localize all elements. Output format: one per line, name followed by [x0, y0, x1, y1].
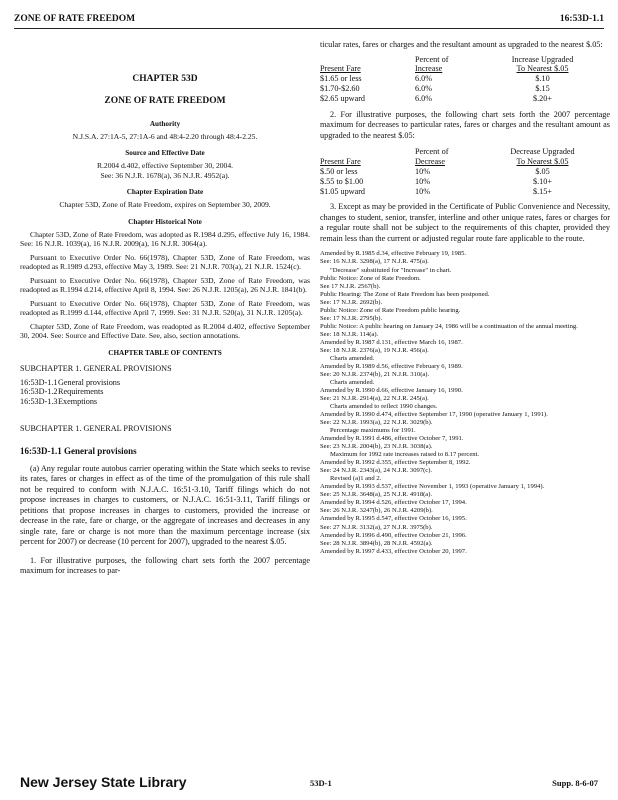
history-line: Public Notice: Zone of Rate Freedom. [320, 274, 421, 282]
left-column [20, 40, 310, 583]
history-line: See: 22 N.J.R. 1993(a), 22 N.J.R. 3029(b). [320, 419, 433, 427]
table-cell: 6.0% [415, 84, 433, 94]
col-header: Present Fare [320, 64, 361, 74]
paragraph-3: 3. Except as may be provided in the Certificate of Public Convenience and Necessity, changes to student, senior, transfer, interline and other unique rates, fares or charges for a regular route shall not be subject to the requirements of this chapter, provided they remain less than the current or adjusted regular route fare applicable to the route. [320, 202, 610, 243]
history-line: See: 16 N.J.R. 3298(a), 17 N.J.R. 475(a). [320, 258, 429, 266]
chapter-number: CHAPTER 53D [132, 74, 198, 84]
historical-note-paragraph: Pursuant to Executive Order No. 66(1978), Chapter 53D, Zone of Rate Freedom, was readopted as R.1989 d.293, effective May 3, 1989. See: 21 N.J.R. 703(a), 21 N.J.R. 1524(c). [20, 252, 310, 272]
table-cell: 10% [415, 186, 431, 196]
table-cell: $.15 [535, 84, 550, 94]
page-footer [20, 774, 598, 794]
history-line: Amended by R.1989 d.56, effective February 6, 1989. [320, 362, 463, 370]
source-line-1: R.2004 d.402, effective September 30, 2004. [96, 161, 234, 171]
history-line: See: 21 N.J.R. 2914(a), 22 N.J.R. 245(a). [320, 395, 429, 402]
supplement-date: Supp. 8-6-07 [552, 778, 598, 788]
header-section-number: 16:53D-1.1 [559, 14, 604, 24]
history-line: Amended by R.1992 d.355, effective September 8, 1992. [320, 459, 471, 467]
table-cell: $1.05 upward [320, 186, 366, 196]
table-cell: 6.0% [415, 74, 433, 84]
history-line: Amended by R.1991 d.486, effective October 7, 1991. [320, 435, 464, 443]
col-header: Decrease [415, 157, 445, 167]
history-line: Revised (a)1 and 2. [330, 475, 382, 483]
history-line: See: 28 N.J.R. 3894(b), 28 N.J.R. 4592(a). [320, 539, 433, 547]
history-line: See: 17 N.J.R. 2795(b). [320, 314, 383, 322]
history-line: Public Hearing: The Zone of Rate Freedom has been postponed. [320, 290, 490, 298]
history-line: Amended by R.1997 d.433, effective October 20, 1997. [320, 547, 467, 555]
col-header: Percent of [415, 54, 449, 64]
toc-subchapter: SUBCHAPTER 1. GENERAL PROVISIONS [20, 363, 172, 373]
toc-number: 16:53D-1.3 [20, 396, 58, 406]
table-of-contents-heading: CHAPTER TABLE OF CONTENTS [108, 348, 222, 357]
history-line: Amended by R.1985 d.34, effective February 19, 1985. [320, 250, 467, 258]
table-cell: $2.65 upward [320, 93, 366, 103]
table-cell: $.55 to $1.00 [320, 176, 364, 186]
toc-entry[interactable] [20, 397, 310, 406]
toc-entry[interactable] [20, 378, 310, 387]
history-line: Charts amended to reflect 1990 changes. [330, 403, 438, 411]
table-cell: $.15+ [533, 186, 552, 196]
expiration-text: Chapter 53D, Zone of Rate Freedom, expires on September 30, 2009. [59, 200, 271, 210]
running-header [14, 12, 604, 29]
right-column [320, 40, 610, 556]
history-line: Public Notice: A public hearing on January 24, 1986 will be a continuation of the annual meeting. [320, 322, 578, 330]
history-line: See: 18 N.J.R. 2376(a), 19 N.J.R. 456(a). [320, 346, 429, 354]
library-name: New Jersey State Library [20, 774, 187, 790]
historical-note-paragraph: Pursuant to Executive Order No. 66(1978), Chapter 53D, Zone of Rate Freedom, was readopted as R.1999 d.144, effective April 7, 1999. See: 31 N.J.R. 520(a), 31 N.J.R. 1205(a). [20, 298, 310, 318]
table-row [320, 177, 590, 187]
col-header: Present Fare [320, 157, 361, 167]
history-line: Public Notice: Zone of Rate Freedom public hearing. [320, 306, 461, 314]
history-line: Maximum for 1992 rate increases raised to 8.17 percent. [330, 451, 480, 459]
header-title: ZONE OF RATE FREEDOM [14, 14, 136, 24]
toc-title: General provisions [58, 377, 121, 387]
toc-number: 16:53D-1.2 [20, 387, 58, 397]
historical-note-paragraph: Chapter 53D, Zone of Rate Freedom, was readopted as R.2004 d.402, effective September 30, 2004. See: Source and Effective Date. See, also, section annotations. [20, 321, 310, 341]
history-line: Amended by R.1990 d.66, effective January 16, 1990. [320, 386, 463, 394]
history-line: Amended by R.1996 d.490, effective October 21, 1996. [320, 531, 467, 539]
authority-heading: Authority [149, 119, 181, 128]
table-cell: 6.0% [415, 93, 433, 103]
history-line: Amended by R.1990 d.474, effective September 17, 1990 (operative January 1, 1991). [320, 411, 548, 419]
history-line: See 17 N.J.R. 2567(b). [320, 282, 381, 290]
historical-note-heading: Chapter Historical Note [128, 217, 202, 226]
authority-text: N.J.S.A. 27:1A-5, 27:1A-6 and 48:4-2.20 through 48:4-2.25. [72, 131, 258, 141]
history-line: See: 17 N.J.R. 2692(b). [320, 298, 383, 306]
table-cell: $.05 [535, 166, 550, 176]
history-line: See: 25 N.J.R. 3648(a), 25 N.J.R. 4918(a). [320, 491, 433, 499]
paragraph-1-start: 1. For illustrative purposes, the following chart sets forth the 2007 percentage maximum for increases to par- [20, 555, 310, 576]
col-header: To Nearest $.05 [516, 157, 569, 167]
subchapter-heading: SUBCHAPTER 1. GENERAL PROVISIONS [20, 424, 172, 434]
table-cell: $.50 or less [320, 166, 358, 176]
chapter-title: ZONE OF RATE FREEDOM [104, 95, 226, 106]
history-line: See: 20 N.J.R. 2374(b), 21 N.J.R. 310(a). [320, 370, 430, 378]
table-cell: $1.70-$2.60 [320, 84, 360, 94]
col-header: Decrease Upgraded [510, 147, 575, 157]
toc-title: Exemptions [58, 396, 98, 406]
table-row [320, 167, 590, 177]
table-cell: $.10 [535, 74, 550, 84]
history-line: See: 27 N.J.R. 3132(a), 27 N.J.R. 3975(b). [320, 523, 433, 531]
history-line: Amended by R.1995 d.547, effective October 16, 1995. [320, 515, 467, 523]
history-line: See: 18 N.J.R. 114(a). [320, 330, 379, 338]
decrease-chart [320, 147, 590, 196]
table-cell: 10% [415, 176, 431, 186]
toc-number: 16:53D-1.1 [20, 377, 58, 387]
section-title: 16:53D-1.1 General provisions [20, 446, 137, 457]
history-line: Amended by R.1994 d.526, effective October 17, 1994. [320, 499, 467, 507]
paragraph-a: (a) Any regular route autobus carrier operating within the State which seeks to revise its rates, fares or charges in effect as of the time of the promulgation of this rule shall not be required to conform with N.J.A.C. 16:51-3.10, Tariff filings which do not propose increases in charges to customers, or N.J.A.C. 16:51-3.11, Tariff filings or petitions that propose increases in charges to customers, provided the increase or decrease in the rate, fare or charge, or the aggregate of increases and decreases in any single rate, fare or charge is not more than the maximum percentage increase (six percent for 2007) or decrease (10 percent for 2007), upgraded to the nearest $.05. [20, 463, 310, 547]
expiration-heading: Chapter Expiration Date [126, 188, 204, 197]
table-row [320, 74, 590, 84]
historical-note-paragraph: Pursuant to Executive Order No. 66(1978), Chapter 53D, Zone of Rate Freedom, was readopted as R.1994 d.214, effective April 8, 1994. See: 26 N.J.R. 1205(a), 26 N.J.R. 1841(b). [20, 275, 310, 295]
history-line: Percentage maximums for 1991. [330, 427, 416, 435]
toc-title: Requirements [58, 387, 104, 397]
increase-chart [320, 55, 590, 104]
table-cell: $.10+ [533, 176, 552, 186]
table-cell: $1.65 or less [320, 74, 362, 84]
history-line: Charts amended. [330, 354, 375, 362]
table-row [320, 94, 590, 104]
history-line: See: 23 N.J.R. 2004(b), 23 N.J.R. 3038(a). [320, 443, 433, 451]
col-header: Increase [415, 64, 443, 74]
toc-entry[interactable] [20, 387, 310, 396]
source-heading: Source and Effective Date [125, 149, 205, 158]
table-cell: $.20+ [533, 93, 552, 103]
col-header: Increase Upgraded [511, 54, 574, 64]
history-line: Charts amended. [330, 378, 375, 386]
historical-note-paragraph: Chapter 53D, Zone of Rate Freedom, was adopted as R.1984 d.295, effective July 16, 1984. See: 16 N.J.R. 1039(a), 16 N.J.R. 2009(a), 16 N.J.R. 3064(a). [20, 229, 310, 249]
table-row [320, 187, 590, 197]
page-number: 53D-1 [310, 778, 332, 788]
paragraph-1-continued: ticular rates, fares or charges and the resultant amount as upgraded to the nearest $.05: [320, 40, 603, 49]
history-line: Amended by R.1993 d.537, effective November 1, 1993 (operative January 1, 1994). [320, 483, 545, 491]
history-line: See: 26 N.J.R. 3247(b), 26 N.J.R. 4209(b). [320, 507, 433, 515]
paragraph-2: 2. For illustrative purposes, the following chart sets forth the 2007 percentage maximum for decreases to particular rates, fares or charges and the resultant amount as upgraded to the nearest $.05: [320, 109, 610, 140]
col-header: To Nearest $.05 [516, 64, 569, 74]
col-header: Percent of [415, 147, 449, 157]
history-line: "Decrease" substituted for "Increase" in chart. [330, 266, 452, 274]
table-cell: 10% [415, 166, 431, 176]
history-line: See: 24 N.J.R. 2343(a), 24 N.J.R. 3097(c). [320, 467, 433, 475]
table-row [320, 84, 590, 94]
amendment-history [320, 250, 610, 555]
source-line-2: See: 36 N.J.R. 1678(a), 36 N.J.R. 4952(a). [100, 170, 230, 180]
history-line: Amended by R.1987 d.131, effective March 16, 1987. [320, 338, 463, 346]
